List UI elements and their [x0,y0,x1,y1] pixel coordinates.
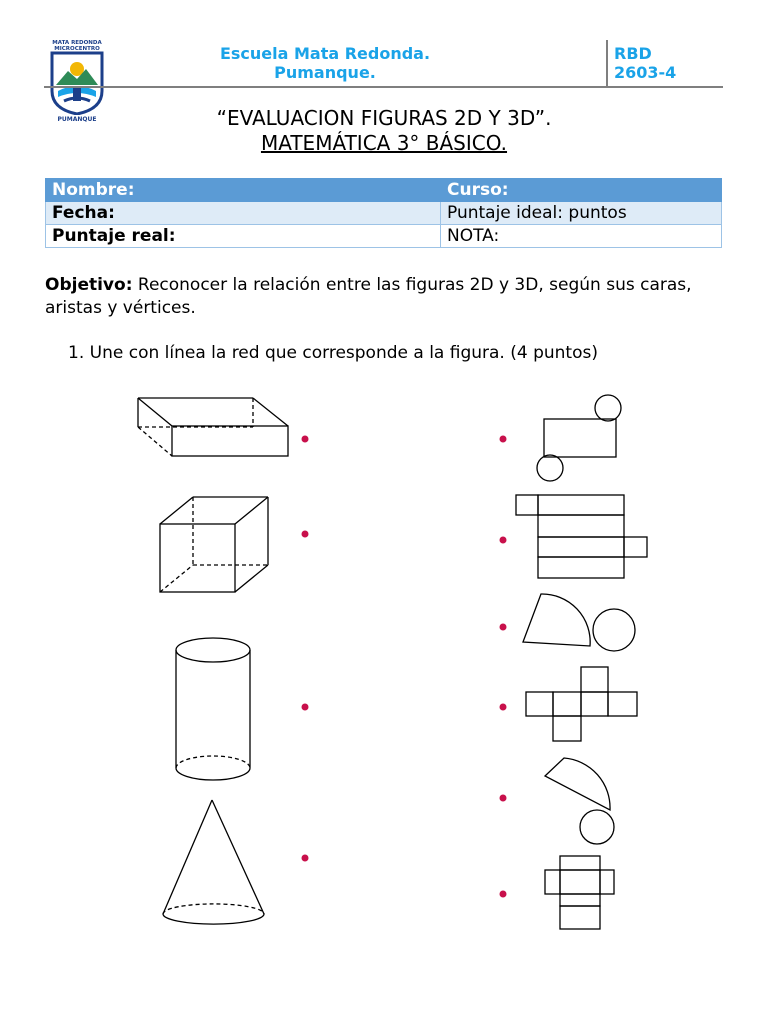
question-1 [68,342,598,365]
student-info-table [45,178,722,248]
table-row [46,225,722,248]
rbd-value: 2603-4 [614,63,677,82]
puntaje-real-cell[interactable]: Puntaje real: [46,225,441,248]
header-vertical-divider [606,40,608,86]
match-dot-right-4[interactable] [500,704,507,711]
match-dot-right-1[interactable] [500,436,507,443]
cone-net-2 [545,758,614,844]
prism-net-2 [545,856,614,929]
match-dot-left-3[interactable] [302,704,309,711]
table-row [46,179,722,202]
fecha-cell[interactable]: Fecha: [46,202,441,225]
school-header [160,44,490,82]
school-name: Escuela Mata Redonda. [219,44,431,63]
question-number: 1. [68,343,85,363]
curso-cell[interactable]: Curso: [441,179,722,202]
nota-cell[interactable]: NOTA: [441,225,722,248]
school-location: Pumanque. [274,63,376,82]
objective-text: Reconocer la relación entre las figuras 2D y 3D, según sus caras, aristas y vértices. [45,275,692,318]
matching-exercise [0,380,768,950]
puntaje-ideal-cell[interactable]: Puntaje ideal: puntos [441,202,722,225]
table-row [46,202,722,225]
match-dot-left-1[interactable] [302,436,309,443]
cylinder-net [537,395,621,481]
rectangular-prism-net [516,495,647,578]
cylinder-figure [176,638,250,780]
objective-label: Objetivo: [45,275,133,295]
nombre-cell[interactable]: Nombre: [46,179,441,202]
page-subtitle: MATEMÁTICA 3° BÁSICO. [260,131,508,155]
cube-figure [160,497,268,592]
logo-bottom-text: PUMANQUE [57,116,97,123]
match-dot-right-3[interactable] [500,624,507,631]
page-title: “EVALUACION FIGURAS 2D Y 3D”. [216,106,552,130]
match-dot-right-5[interactable] [500,795,507,802]
logo-top-text-2: MICROCENTRO [54,46,100,52]
header-horizontal-divider [44,86,723,88]
objective-paragraph [45,274,725,320]
rectangular-prism-figure [138,398,288,456]
logo-top-text-1: MATA REDONDA [52,40,102,46]
cube-net [526,667,637,741]
match-dot-left-2[interactable] [302,531,309,538]
match-dot-left-4[interactable] [302,855,309,862]
match-dot-right-6[interactable] [500,891,507,898]
match-dot-right-2[interactable] [500,537,507,544]
rbd-block [614,44,676,82]
cone-figure [163,800,264,924]
cone-net [523,594,635,651]
question-text: Une con línea la red que corresponde a la figura. (4 puntos) [89,343,598,363]
rbd-label: RBD [614,44,652,63]
